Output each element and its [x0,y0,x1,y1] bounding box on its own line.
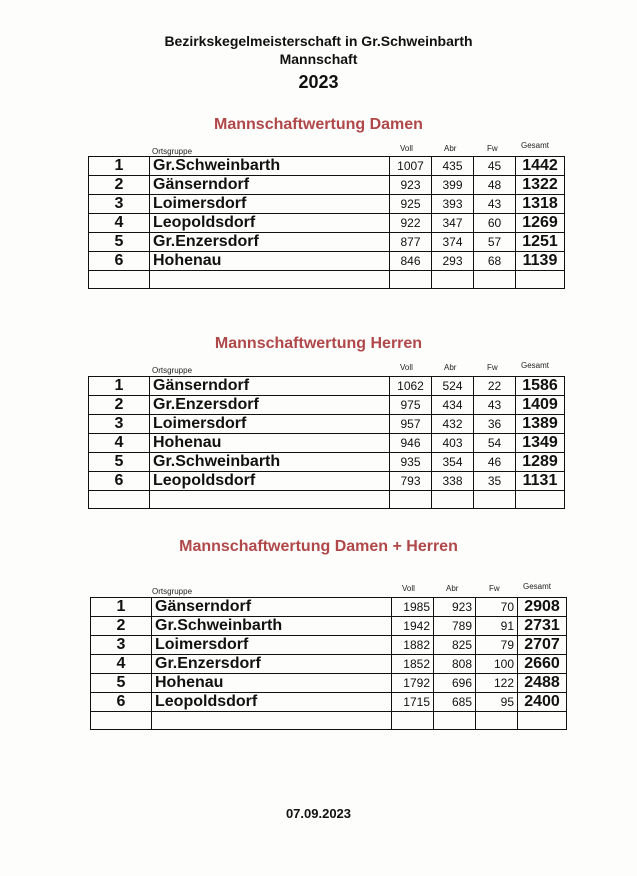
col-header-voll: Voll [400,144,413,153]
voll-cell: 1942 [392,617,434,636]
fw-cell: 43 [474,396,516,415]
col-header-team: Ortsgruppe [152,587,193,596]
total-cell: 1322 [516,176,565,195]
total-cell: 1139 [516,252,565,271]
voll-cell: 946 [390,434,432,453]
total-cell: 1349 [516,434,565,453]
rank-cell: 5 [89,453,150,472]
empty-row [91,712,567,730]
rank-cell: 2 [91,617,152,636]
fw-cell: 36 [474,415,516,434]
fw-cell: 60 [474,214,516,233]
empty-row [89,271,565,289]
voll-cell: 793 [390,472,432,491]
col-header-team: Ortsgruppe [152,366,193,375]
table-row [89,176,565,195]
voll-cell: 975 [390,396,432,415]
ranking-table-combined [90,597,567,730]
table-row [89,195,565,214]
table-row [89,453,565,472]
voll-cell: 1852 [392,655,434,674]
table-row [91,674,567,693]
total-cell: 1289 [516,453,565,472]
ranking-table-herren [88,376,565,509]
col-header-total: Gesamt [523,582,552,591]
abr-cell: 403 [432,434,474,453]
voll-cell: 957 [390,415,432,434]
rank-cell: 3 [91,636,152,655]
total-cell: 1442 [516,157,565,176]
table-row [91,693,567,712]
col-header-fw: Fw [489,584,500,593]
table-row [89,377,565,396]
table-row [89,252,565,271]
rank-cell: 2 [89,396,150,415]
voll-cell: 1882 [392,636,434,655]
team-cell: Leopoldsdorf [150,214,390,233]
team-cell: Gr.Enzersdorf [150,233,390,252]
total-cell: 1269 [516,214,565,233]
document-year: 2023 [298,72,339,92]
fw-cell: 100 [476,655,518,674]
team-cell: Leopoldsdorf [150,472,390,491]
rank-cell: 1 [91,598,152,617]
fw-cell: 70 [476,598,518,617]
team-cell: Loimersdorf [152,636,392,655]
team-cell: Gr.Schweinbarth [150,157,390,176]
fw-cell: 46 [474,453,516,472]
table-row [89,233,565,252]
voll-cell: 1715 [392,693,434,712]
col-header-abr: Abr [444,144,457,153]
rank-cell: 3 [89,415,150,434]
team-cell: Gänserndorf [150,176,390,195]
total-cell: 1131 [516,472,565,491]
team-cell: Hohenau [150,252,390,271]
abr-cell: 434 [432,396,474,415]
table-row [91,636,567,655]
fw-cell: 91 [476,617,518,636]
abr-cell: 374 [432,233,474,252]
col-header-voll: Voll [402,584,415,593]
abr-cell: 696 [434,674,476,693]
team-cell: Hohenau [150,434,390,453]
abr-cell: 923 [434,598,476,617]
col-header-fw: Fw [487,144,498,153]
rank-cell: 5 [91,674,152,693]
abr-cell: 435 [432,157,474,176]
voll-cell: 1062 [390,377,432,396]
document-title: Bezirkskegelmeisterschaft in Gr.Schweinbarth [164,33,473,49]
section-title-damen: Mannschaftwertung Damen [214,116,423,133]
abr-cell: 808 [434,655,476,674]
fw-cell: 79 [476,636,518,655]
fw-cell: 95 [476,693,518,712]
table-row [89,214,565,233]
col-header-total: Gesamt [521,361,550,370]
total-cell: 2707 [518,636,567,655]
voll-cell: 1985 [392,598,434,617]
rank-cell: 1 [89,377,150,396]
col-header-abr: Abr [444,363,457,372]
total-cell: 1389 [516,415,565,434]
abr-cell: 293 [432,252,474,271]
table-row [89,472,565,491]
fw-cell: 35 [474,472,516,491]
rank-cell: 6 [89,472,150,491]
total-cell: 1409 [516,396,565,415]
rank-cell: 4 [91,655,152,674]
abr-cell: 825 [434,636,476,655]
section-title-combined: Mannschaftwertung Damen + Herren [179,538,458,555]
total-cell: 2908 [518,598,567,617]
abr-cell: 399 [432,176,474,195]
team-cell: Loimersdorf [150,415,390,434]
rank-cell: 6 [91,693,152,712]
document-date: 07.09.2023 [285,806,352,821]
rank-cell: 2 [89,176,150,195]
fw-cell: 57 [474,233,516,252]
col-header-voll: Voll [400,363,413,372]
rank-cell: 5 [89,233,150,252]
voll-cell: 846 [390,252,432,271]
abr-cell: 685 [434,693,476,712]
team-cell: Gr.Schweinbarth [152,617,392,636]
empty-row [89,491,565,509]
fw-cell: 48 [474,176,516,195]
rank-cell: 3 [89,195,150,214]
total-cell: 2400 [518,693,567,712]
team-cell: Hohenau [152,674,392,693]
voll-cell: 877 [390,233,432,252]
abr-cell: 432 [432,415,474,434]
team-cell: Leopoldsdorf [152,693,392,712]
table-row [91,655,567,674]
voll-cell: 935 [390,453,432,472]
col-header-team: Ortsgruppe [152,147,193,156]
fw-cell: 54 [474,434,516,453]
voll-cell: 1007 [390,157,432,176]
voll-cell: 925 [390,195,432,214]
total-cell: 1586 [516,377,565,396]
col-header-total: Gesamt [521,141,550,150]
total-cell: 1318 [516,195,565,214]
col-header-fw: Fw [487,363,498,372]
abr-cell: 347 [432,214,474,233]
abr-cell: 789 [434,617,476,636]
document-subtitle: Mannschaft [279,51,358,67]
table-row [89,415,565,434]
voll-cell: 1792 [392,674,434,693]
table-row [91,617,567,636]
team-cell: Gänserndorf [150,377,390,396]
team-cell: Gr.Enzersdorf [152,655,392,674]
team-cell: Gr.Schweinbarth [150,453,390,472]
fw-cell: 68 [474,252,516,271]
voll-cell: 923 [390,176,432,195]
total-cell: 2731 [518,617,567,636]
total-cell: 1251 [516,233,565,252]
abr-cell: 338 [432,472,474,491]
fw-cell: 45 [474,157,516,176]
total-cell: 2488 [518,674,567,693]
section-title-herren: Mannschaftwertung Herren [214,335,423,352]
fw-cell: 43 [474,195,516,214]
rank-cell: 4 [89,214,150,233]
fw-cell: 22 [474,377,516,396]
team-cell: Gr.Enzersdorf [150,396,390,415]
team-cell: Gänserndorf [152,598,392,617]
team-cell: Loimersdorf [150,195,390,214]
abr-cell: 393 [432,195,474,214]
table-row [89,157,565,176]
col-header-abr: Abr [446,584,459,593]
voll-cell: 922 [390,214,432,233]
table-row [91,598,567,617]
abr-cell: 524 [432,377,474,396]
abr-cell: 354 [432,453,474,472]
total-cell: 2660 [518,655,567,674]
rank-cell: 4 [89,434,150,453]
table-row [89,396,565,415]
table-row [89,434,565,453]
rank-cell: 6 [89,252,150,271]
rank-cell: 1 [89,157,150,176]
fw-cell: 122 [476,674,518,693]
ranking-table-damen [88,156,565,289]
